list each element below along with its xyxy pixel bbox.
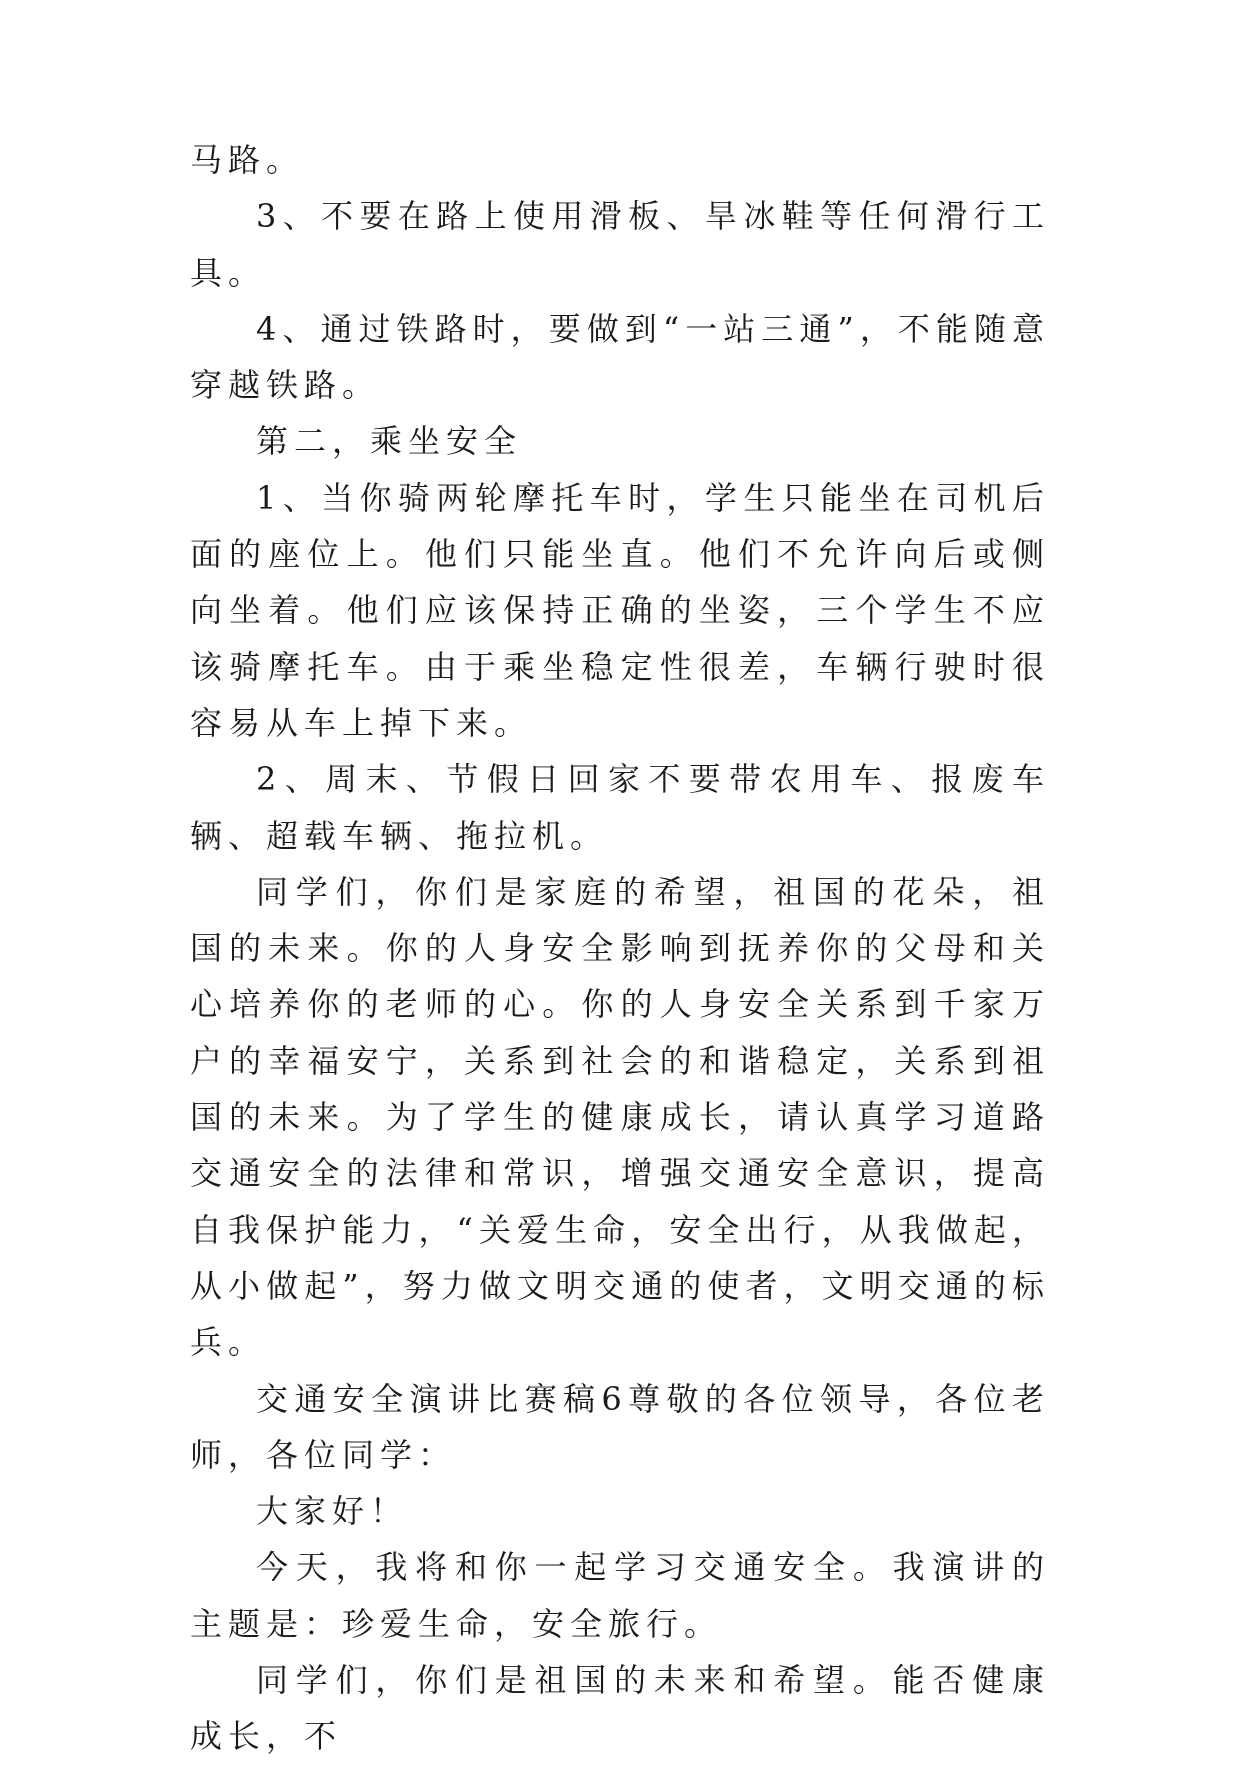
paragraph: 4、通过铁路时，要做到“一站三通”，不能随意穿越铁路。: [190, 309, 1050, 405]
paragraph: 2、周末、节假日回家不要带农用车、报废车辆、超载车辆、拖拉机。: [190, 760, 1050, 855]
greeting: 大家好！: [256, 1492, 409, 1531]
paragraph: 马路。: [190, 141, 305, 179]
section-heading: 第二，乘坐安全: [256, 422, 523, 461]
paragraph: 交通安全演讲比赛稿6尊敬的各位领导，各位老师，各位同学：: [190, 1379, 1050, 1474]
paragraph: 同学们，你们是家庭的希望，祖国的花朵，祖国的未来。你的人身安全影响到抚养你的父母和关心培养你的老师的心。你的人身安全关系到千家万户的幸福安宁，关系到社会的和谐稳定，关系到祖国的未来。为了学生的健康成长，请认真学习道路交通安全的法律和常识，增强交通安全意识，提高自我保护能力，“关爱生命，安全出行，从我做起，从小做起”，努力做文明交通的使者，文明交通的标兵。: [190, 872, 1050, 1362]
paragraph: 同学们，你们是祖国的未来和希望。能否健康成长，不: [190, 1661, 1050, 1756]
paragraph: 今天，我将和你一起学习交通安全。我演讲的主题是：珍爱生命，安全旅行。: [190, 1548, 1050, 1643]
paragraph: 3、不要在路上使用滑板、旱冰鞋等任何滑行工具。: [190, 197, 1050, 292]
paragraph: 1、当你骑两轮摩托车时，学生只能坐在司机后面的座位上。他们只能坐直。他们不允许向后或侧向坐着。他们应该保持正确的坐姿，三个学生不应该骑摩托车。由于乘坐稳定性很差，车辆行驶时很容易从车上掉下来。: [190, 478, 1050, 742]
document-page: [190, 132, 1050, 1765]
